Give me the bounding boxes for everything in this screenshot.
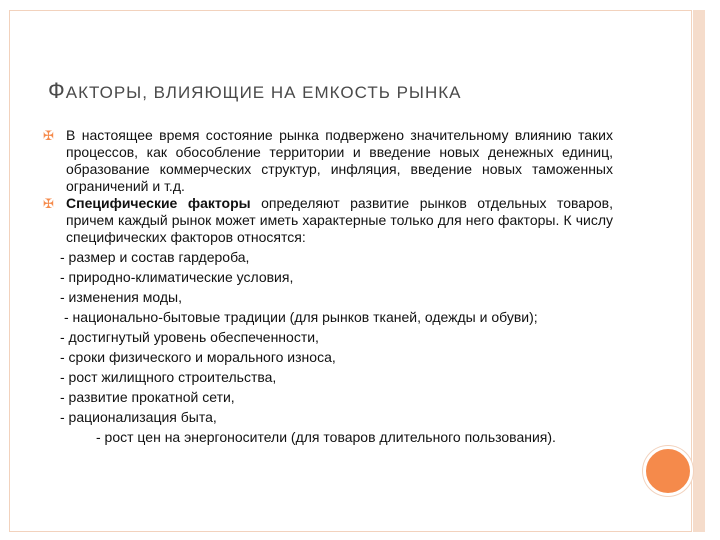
slide-title	[48, 78, 648, 104]
x-mark-icon: ✠	[43, 128, 54, 143]
side-band	[693, 10, 705, 532]
list-item: - сроки физического и морального износа,	[60, 349, 336, 365]
slide-body	[40, 127, 613, 446]
x-mark-icon: ✠	[43, 196, 54, 211]
orange-circle-decoration	[643, 446, 693, 496]
list-item: - рост жилищного строительства,	[60, 369, 277, 385]
list-item: - рационализация быта,	[60, 409, 217, 425]
list-item: - развитие прокатной сети,	[60, 389, 235, 405]
bullet-2	[40, 195, 613, 246]
list-item: - природно-климатические условия,	[60, 269, 294, 285]
list-item: - достигнутый уровень обеспеченности,	[60, 329, 319, 345]
list-item: - изменения моды,	[60, 289, 182, 305]
list-item: - размер и состав гардероба,	[60, 249, 250, 265]
bullet-2-text: определяют развитие рынков отдельных товаров, причем каждый рынок может иметь характерные только для него факторы. К числу специфических факторов относятся:	[66, 195, 613, 245]
list-item: - рост цен на энергоносители (для товаров длительного пользования).	[96, 429, 556, 445]
title-initial: Ф	[48, 78, 66, 103]
list-item: - национально-бытовые традиции (для рынков тканей, одежды и обуви);	[64, 309, 538, 325]
title-rest: АКТОРЫ, ВЛИЯЮЩИЕ НА ЕМКОСТЬ РЫНКА	[65, 83, 462, 102]
bullet-1	[40, 127, 613, 195]
bullet-1-text: В настоящее время состояние рынка подвержено значительному влиянию таких процессов, как обособление территории и введение новых денежных единиц, образование коммерческих структур, инфляция, введение новых таможенных ограничений и т.д.	[66, 127, 613, 194]
bullet-2-bold: Специфические факторы	[66, 195, 251, 211]
